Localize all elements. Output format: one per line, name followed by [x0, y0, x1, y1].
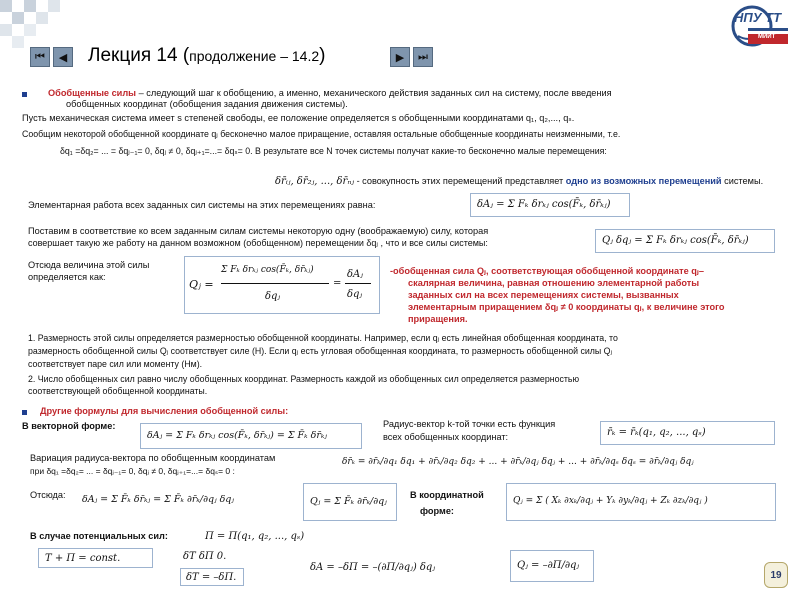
hence-result-formula: Qⱼ = Σ F̄ₖ ∂r̄ₖ/∂qⱼ [303, 483, 397, 521]
energy-conservation-formula: T + Π = const. [38, 548, 153, 568]
displacements-formula: δr̄ᵢⱼ, δr̄₂ⱼ, ..., δr̄ₙⱼ [275, 176, 355, 187]
virtual-formula: Qⱼ δqⱼ = Σ Fₖ δrₖⱼ cos(F̄ₖ, δr̄ₖⱼ) [595, 229, 775, 253]
radius-line-1: Радиус-вектор k-той точки есть функция [383, 419, 556, 429]
definition-line-2: скалярная величина, равная отношению элементарной работы [408, 278, 700, 288]
intro-line-5: δq₁ =δq₂= ... = δqⱼ₋₁= 0, δqⱼ ≠ 0, δqⱼ₊₁=...= δqₛ= 0. В результате все N точек системы получат какие-то бесконечно малые перемещения: [60, 146, 607, 156]
intro-line-1: Обобщенные силы – следующий шаг к обобщению, а именно, механического действия заданных сил на систему, после введения [48, 88, 612, 98]
last-icon: ⏭ [418, 50, 428, 63]
note-2-line-1: 2. Число обобщенных сил равно числу обобщенных координат. Размерность каждой из обобщенных сил определяется размерностью [28, 374, 580, 384]
hence-work-formula: δAⱼ = Σ F̄ₖ δr̄ₖⱼ = Σ F̄ₖ ∂r̄ₖ/∂qⱼ δqⱼ [82, 494, 234, 505]
variation-line-2: при δq₁ =δq₂= ... = δqⱼ₋₁= 0, δqⱼ ≠ 0, δqⱼ₊₁=...= δqₛ= 0 : [30, 466, 235, 476]
last-slide-button[interactable] [413, 47, 433, 67]
note-1-line-3: соответствует паре сил или моменту (Нм). [28, 359, 203, 369]
intro-line-3: Пусть механическая система имеет s степеней свободы, ее положение определяется s обобщенными координатами q₁, q₂,..., qₛ. [22, 113, 575, 123]
note-1-line-1: 1. Размерность этой силы определяется размерностью обобщенной координаты. Например, если qⱼ есть линейная обобщенная координата, то [28, 333, 618, 343]
page-number: 19 [764, 562, 788, 588]
note-2-line-2: соответствующей обобщенной координаты. [28, 386, 208, 396]
first-icon: ⏮ [35, 50, 45, 63]
university-logo [728, 4, 792, 50]
intro-line-2: обобщенных координат (обобщения задания движения системы). [66, 99, 348, 109]
intro-line-4: Сообщим некоторой обобщенной координате qⱼ бесконечно малое приращение, оставляя остальные обобщенные координаты неизменными, т.е. [22, 129, 621, 139]
bullet-icon [22, 92, 27, 97]
hence-line-1: Отсюда величина этой силы [28, 260, 150, 270]
definition-line-5: приращения. [408, 314, 468, 324]
next-icon: ▶ [395, 51, 405, 64]
displacements-row: δr̄ᵢⱼ, δr̄₂ⱼ, ..., δr̄ₙⱼ - совокупность этих перемещений представляет одно из возможных перемещений системы. [275, 176, 764, 187]
hence-line-2: определяется как: [28, 272, 106, 282]
virtual-line-2: совершает такую же работу на данном возможном (обобщенном) перемещении δqⱼ , что и все силы системы: [28, 238, 488, 248]
page-title: Лекция 14 (продолжение – 14.2) [88, 45, 326, 66]
potential-label: В случае потенциальных сил: [30, 531, 168, 541]
virtual-line-1: Поставим в соответствие ко всем заданным силам системы некоторую одну (воображаемую) силу, которая [28, 226, 489, 236]
hence-label: Отсюда: [30, 490, 66, 500]
other-heading: Другие формулы для вычисления обобщенной силы: [40, 406, 289, 416]
vector-formula: δAⱼ = Σ Fₖ δrₖⱼ cos(F̄ₖ, δr̄ₖⱼ) = Σ F̄ₖ δr̄ₖⱼ [140, 423, 362, 449]
variation-eq-formula: δT = –δΠ. [180, 568, 244, 586]
next-slide-button[interactable] [390, 47, 410, 67]
note-1-line-2: размерность обобщенной силы Qⱼ соответствует силе (Н). Если qⱼ есть угловая обобщенная координата, то размерность обобщенной силы Qⱼ [28, 346, 613, 356]
bullet-icon [22, 410, 27, 415]
work-formula: δAⱼ = Σ Fₖ δrₖⱼ cos(F̄ₖ, δr̄ₖⱼ) [470, 193, 630, 217]
variation-formula: δr̄ₖ = ∂r̄ₖ/∂q₁ δq₁ + ∂r̄ₖ/∂q₂ δq₂ + ... + ∂r̄ₖ/∂qⱼ δqⱼ + ... + ∂r̄ₖ/∂qₛ δqₛ = ∂r̄ₖ/∂qⱼ δqⱼ [342, 457, 694, 467]
definition-line-1: -обобщенная сила Qⱼ, соответствующая обобщенной координате qⱼ– [390, 266, 704, 276]
variation-zero-formula: δT δΠ 0. [183, 551, 227, 562]
generalized-force-formula: Qⱼ = Σ Fₖ δrₖⱼ cos(F̄ₖ, δr̄ₖⱼ) δqⱼ = δAⱼ δqⱼ [184, 256, 380, 314]
logo-subtext: МИИТ [758, 34, 776, 40]
variation-line-1: Вариация радиуса-вектора по обобщенным координатам [30, 453, 276, 463]
definition-line-4: элементарным приращением δqⱼ ≠ 0 координаты qⱼ, к величине этого [408, 302, 725, 312]
coord-formula: Qⱼ = Σ ( Xₖ ∂xₖ/∂qⱼ + Yₖ ∂yₖ/∂qⱼ + Zₖ ∂zₖ/∂qⱼ ) [506, 483, 776, 521]
potential-pi-formula: Π = Π(q₁, q₂, ..., qₛ) [205, 531, 305, 542]
vector-form-label: В векторной форме: [22, 421, 116, 431]
logo-text: НПУ ТТ [734, 10, 782, 25]
coord-label-2: форме: [420, 506, 454, 516]
first-slide-button[interactable] [30, 47, 50, 67]
prev-slide-button[interactable] [53, 47, 73, 67]
definition-line-3: заданных сил на всех перемещениях системы, вызванных [408, 290, 679, 300]
radius-line-2: всех обобщенных координат: [383, 432, 509, 442]
prev-icon: ◀ [58, 51, 68, 64]
work-text: Элементарная работа всех заданных сил системы на этих перемещениях равна: [28, 200, 376, 210]
coord-label-1: В координатной [410, 490, 484, 500]
potential-result-formula: Qⱼ = –∂Π/∂qⱼ [510, 550, 594, 582]
radius-formula: r̄ₖ = r̄ₖ(q₁, q₂, ..., qₛ) [600, 421, 775, 445]
potential-work-formula: δA = –δΠ = –(∂Π/∂qⱼ) δqⱼ [310, 562, 435, 573]
